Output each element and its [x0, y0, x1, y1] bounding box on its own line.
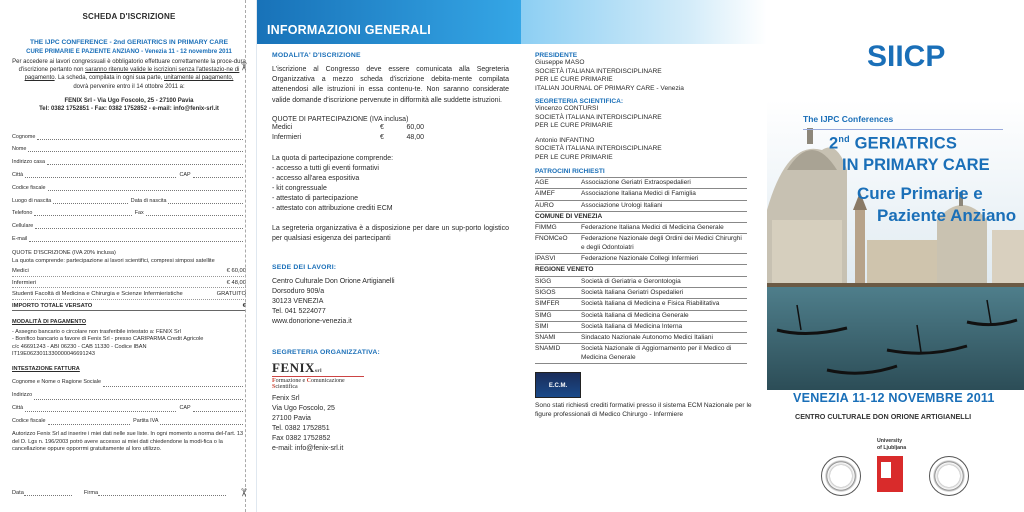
name-cell: Federazione Nazionale degli Ordini dei Medici Chirurghi e degli Odontoiatri: [581, 234, 747, 254]
name-cell: Società Italiana di Medicina e Fisica Riabilitativa: [581, 299, 747, 310]
cover-panel: [767, 0, 1024, 512]
quota-row-medici[interactable]: [12, 265, 246, 277]
table-row: [535, 200, 747, 211]
table-row: [535, 189, 747, 200]
contact-line: Tel. 0382 1752851: [272, 425, 330, 433]
field-line[interactable]: [160, 419, 243, 425]
instr-part-1: Per accedere ai lavori congressuali è obbligatorio effettuare correttamente la proce-dura d'iscrizione pertanto non: [12, 59, 246, 74]
patronage-table: [535, 177, 747, 364]
field-line[interactable]: [53, 198, 128, 204]
name-cell: Associazione Urologi Italiani: [581, 200, 747, 211]
total-row[interactable]: [12, 300, 246, 312]
field-nome[interactable]: [12, 140, 246, 153]
acronym-cell: SIGOS: [535, 287, 581, 298]
form-title: SCHEDA D'ISCRIZIONE: [82, 12, 176, 21]
field-citta-cap[interactable]: [12, 165, 246, 178]
acronym-cell: FIMMG: [535, 223, 581, 234]
venue-city: 30123 VENEZIA: [272, 298, 324, 306]
cut-line: [242, 0, 246, 512]
fee-label: Medici: [272, 123, 293, 131]
acronym-cell: SIGG: [535, 276, 581, 287]
quota-heading: QUOTE D'ISCRIZIONE (IVA 20% inclusa): [12, 249, 116, 256]
name-cell: Federazione Italiana Medici di Medicina Generale: [581, 223, 747, 234]
field-cellulare[interactable]: [12, 216, 246, 229]
instr-part-2: . La scheda, compilata in ogni sua parte,: [54, 75, 165, 82]
general-info-panel: [256, 0, 521, 512]
list-item: - attestato con attribuzione crediti ECM: [272, 204, 393, 212]
fee-value: 60,00: [406, 123, 424, 131]
scissors-icon: ✂: [237, 61, 250, 72]
quota-value: € 60,00: [226, 268, 246, 275]
group-cell: COMUNE DI VENEZIA: [535, 211, 747, 222]
inv-field-nome[interactable]: [12, 374, 246, 387]
registration-mode-text: L'iscrizione al Congresso deve essere comunicata alla Segreteria Organizzativa a mezzo scheda d'iscrizione debita-mente compilata attenendosi alle istruzioni in essa contenu-te. Non saranno considerate valide domande d'iscrizione pervenute in difformità alle suddette istruzioni.: [272, 66, 509, 104]
field-label: Data di nascita: [130, 197, 167, 204]
total-currency: €: [242, 302, 246, 309]
text-line: ITALIAN JOURNAL OF PRIMARY CARE - Venezia: [535, 84, 684, 92]
date-label: Data: [12, 489, 24, 496]
date-line[interactable]: [24, 490, 72, 496]
acronym-cell: SIMG: [535, 310, 581, 321]
name-cell: Associazione Italiana Medici di Famiglia: [581, 189, 747, 200]
list-item: - accesso all'area espositiva: [272, 174, 360, 182]
payment-line: c/c 46691243 - ABI 06230 - CAB 11330 - Codice IBAN: [12, 343, 147, 350]
fenix-logo-srl: srl: [314, 369, 323, 375]
field-codice-fiscale[interactable]: [12, 178, 246, 191]
personal-data-form: [12, 127, 246, 242]
conference-subtitle: CURE PRIMARIE E PAZIENTE ANZIANO - Venezia 11 - 12 novembre 2011: [26, 49, 232, 55]
name-cell: Sindacato Nazionale Autonomo Medici Italiani: [581, 333, 747, 344]
field-line[interactable]: [103, 381, 243, 387]
field-line[interactable]: [168, 198, 243, 204]
field-label: CAP: [179, 172, 191, 178]
fee-row: [272, 123, 509, 134]
field-label: Città: [12, 172, 24, 178]
invoice-section: [12, 366, 246, 425]
edition-suffix: nd: [838, 134, 850, 144]
signature-row: [12, 490, 246, 496]
instr-underlined-2: unitamente al pagamento,: [164, 75, 234, 82]
tag-initial: S: [272, 384, 276, 391]
table-row: [535, 178, 747, 189]
field-line[interactable]: [35, 223, 243, 229]
instr-part-3: dovrà pervenire entro il 14 ottobre 2011 a:: [73, 83, 185, 90]
fenix-contacts: [272, 394, 509, 454]
text-line: Giuseppe MASO: [535, 59, 585, 66]
organizer-address: FENIX Srl - Via Ugo Foscolo, 25 - 27100 Pavia: [64, 97, 194, 104]
field-label: Indirizzo: [12, 391, 33, 398]
payment-heading: MODALITÀ DI PAGAMENTO: [12, 319, 87, 326]
fee-row: [272, 133, 509, 144]
tag-initial: C: [306, 378, 311, 385]
participation-fees-title: QUOTE DI PARTECIPAZIONE (IVA inclusa): [272, 115, 409, 123]
payment-section: [12, 319, 246, 358]
fee-includes-list: [272, 154, 509, 214]
fenix-logo: [272, 360, 509, 376]
venue-details: [272, 277, 509, 327]
venue-heading: SEDE DEI LAVORI:: [272, 264, 337, 272]
registration-mode-heading: MODALITA' D'ISCRIZIONE: [272, 52, 361, 59]
organizer-info: [12, 97, 246, 113]
list-item: La quota di partecipazione comprende:: [272, 154, 394, 162]
series-divider: [803, 129, 1003, 130]
tag-text: omunicazione: [311, 378, 345, 385]
field-label: Codice fiscale: [12, 417, 46, 424]
text-line: PER LE CURE PRIMARIE: [535, 122, 613, 129]
text-line: Vincenzo CONTURSI: [535, 105, 599, 112]
field-line[interactable]: [37, 134, 243, 140]
acronym-cell: IPASVI: [535, 254, 581, 265]
field-label: CAP: [179, 404, 191, 411]
university-logo-icon: [877, 456, 903, 492]
signature-label: Firma: [83, 489, 99, 496]
acronym-cell: AURO: [535, 200, 581, 211]
date-field[interactable]: [12, 490, 84, 496]
field-nascita[interactable]: [12, 191, 246, 204]
event-venue: CENTRO CULTURALE DON ORIONE ARTIGIANELLI: [795, 412, 972, 421]
conference-series: The IJPC Conferences: [803, 114, 894, 124]
instr-underlined-1: saranno ritenute valide le iscrizioni senza l'attestazio-ne di pagamento: [24, 67, 240, 82]
text-line: Antonio INFANTINO: [535, 136, 595, 144]
venue-name: Centro Culturale Don Orione Artigianelli: [272, 278, 395, 286]
list-item: - kit congressuale: [272, 184, 327, 192]
quota-row-studenti[interactable]: [12, 288, 246, 300]
quota-section: [12, 250, 246, 311]
field-line[interactable]: [29, 236, 243, 242]
contact-email[interactable]: e-mail: info@fenix-srl.it: [272, 445, 344, 453]
acronym-cell: SNAMI: [535, 333, 581, 344]
field-label: Telefono: [12, 210, 33, 217]
info-title: INFORMAZIONI GENERALI: [267, 23, 431, 37]
fee-currency: €: [380, 123, 384, 131]
inv-field-cf-piva[interactable]: [12, 412, 246, 425]
contact-line: Fax 0382 1752852: [272, 435, 331, 443]
field-line[interactable]: [193, 406, 243, 412]
president-heading: PRESIDENTE: [535, 52, 578, 59]
field-label: Cognome e Nome o Ragione Sociale: [12, 379, 101, 386]
edition-number: 2: [829, 134, 839, 153]
invoice-heading: INTESTAZIONE FATTURA: [12, 366, 80, 373]
field-line[interactable]: [48, 419, 131, 425]
fenix-tagline: [272, 376, 364, 390]
group-cell: REGIONE VENETO: [535, 265, 747, 276]
field-label: E-mail: [12, 235, 28, 242]
table-row: [535, 299, 747, 310]
field-label: Cellulare: [12, 223, 34, 230]
fenix-logo-text: FENIX: [272, 360, 315, 376]
payment-list: [12, 329, 246, 359]
inv-field-indirizzo[interactable]: [12, 387, 246, 400]
scissors-icon: ✂: [237, 487, 250, 498]
acronym-cell: SNAMID: [535, 344, 581, 364]
name-cell: Associazione Geriatri Extraospedalieri: [581, 178, 747, 189]
field-line[interactable]: [25, 172, 176, 178]
field-cognome[interactable]: [12, 127, 246, 140]
organizing-secretariat-heading: SEGRETERIA ORGANIZZATIVA:: [272, 349, 380, 357]
acronym-cell: AGE: [535, 178, 581, 189]
quota-value: € 48,00: [226, 279, 246, 286]
registration-form-panel: [0, 0, 256, 512]
table-row: [535, 276, 747, 287]
venue-street: Dorsoduro 909/a: [272, 288, 325, 296]
table-row: [535, 344, 747, 364]
university-name: [877, 438, 906, 452]
venue-website[interactable]: www.donorione-venezia.it: [272, 318, 352, 326]
university-line: University: [877, 438, 903, 444]
crest-seal-icon: [929, 456, 969, 496]
quota-description: La quota comprende: partecipazione ai lavori scientifici, compresi simposi satellite: [12, 257, 215, 264]
scientific-secretariat-heading: SEGRETERIA SCIENTIFICA:: [535, 98, 624, 105]
field-line[interactable]: [48, 185, 243, 191]
payment-line: - Bonifico bancario a favore di Fenix Srl - presso CARIPARMA Credit Agricole: [12, 336, 204, 343]
table-row: [535, 254, 747, 265]
ecm-credits-text: Sono stati richiesti crediti formativi presso il sistema ECM Nazionale per le figure professionali di Medico Chirurgo - Infermiere: [535, 402, 752, 418]
field-line[interactable]: [146, 210, 243, 216]
form-instructions: [12, 58, 246, 91]
quota-row-infermieri[interactable]: [12, 277, 246, 289]
payment-iban: IT19E0623011330000046691243: [12, 350, 95, 357]
table-row: [535, 287, 747, 298]
event-date: VENEZIA 11-12 NOVEMBRE 2011: [793, 391, 995, 405]
contact-line: Via Ugo Foscolo, 25: [272, 405, 335, 413]
table-group-row: [535, 211, 747, 222]
name-cell: Società Nazionale di Aggiornamento per il Medico di Medicina Generale: [581, 344, 747, 364]
field-line[interactable]: [34, 210, 131, 216]
field-tel-fax[interactable]: [12, 204, 246, 217]
field-label: Fax: [134, 210, 144, 217]
name-cell: Federazione Nazionale Collegi Infermieri: [581, 254, 747, 265]
committee-panel: [521, 0, 767, 512]
quota-label: Studenti Facoltà di Medicina e Chirurgia e Scienze Infermieristiche: [12, 291, 183, 298]
university-line: of Ljubljana: [877, 445, 907, 451]
acronym-cell: SIMI: [535, 321, 581, 332]
venue-phone: Tel. 041 5224077: [272, 308, 326, 316]
ecm-logo: E.C.M.: [535, 372, 581, 398]
field-label: Cognome: [12, 133, 36, 140]
logo-text: SIICP: [867, 40, 946, 73]
list-item: - accesso a tutti gli eventi formativi: [272, 164, 379, 172]
text-line: PER LE CURE PRIMARIE: [535, 76, 613, 83]
field-label: Luogo di nascita: [12, 197, 52, 204]
payment-line: - Assegno bancario o circolare non trasferibile intestato a: FENIX Srl: [12, 328, 181, 335]
contact-line: Fenix Srl: [272, 395, 300, 403]
list-item: - attestato di partecipazione: [272, 194, 358, 202]
text-line: PER LE CURE PRIMARIE: [535, 153, 613, 161]
table-row: [535, 223, 747, 234]
organizer-support-text: La segreteria organizzativa è a disposizione per dare un sup-porto logistico per qualsiasi esigenza dei partecipanti: [272, 224, 509, 243]
quota-value: GRATUITO: [216, 291, 246, 298]
text-line: SOCIETÀ ITALIANA INTERDISCIPLINARE: [535, 67, 662, 75]
title-text: GERIATRICS: [849, 134, 958, 153]
cover-subtitle-line-1: Cure Primarie e: [857, 184, 983, 203]
cover-subtitle-line-2: Paziente Anziano: [877, 206, 1017, 225]
quota-label: Infermieri: [12, 279, 37, 286]
president-info: [535, 59, 761, 93]
info-band: [257, 0, 521, 44]
total-label: IMPORTO TOTALE VERSATO: [12, 302, 93, 309]
scientific-secretary-2: [535, 137, 761, 163]
conference-name: THE IJPC CONFERENCE - 2nd GERIATRICS IN PRIMARY CARE: [29, 39, 229, 46]
fee-label: Infermieri: [272, 134, 302, 142]
tag-text: ormazione e: [275, 378, 307, 385]
tag-initial: F: [272, 378, 276, 385]
acronym-cell: FNOMCeO: [535, 234, 581, 254]
contact-line: 27100 Pavia: [272, 415, 311, 423]
fee-value: 48,00: [406, 134, 424, 142]
field-label: Nome: [12, 146, 27, 153]
table-row: [535, 310, 747, 321]
field-label: Codice fiscale: [12, 184, 46, 191]
university-seal-icon: [821, 456, 861, 496]
field-label: Partita IVA: [133, 417, 159, 424]
text-line: SOCIETÀ ITALIANA INTERDISCIPLINARE: [535, 145, 662, 152]
name-cell: Società Italiana Geriatri Ospedalieri: [581, 287, 747, 298]
privacy-consent: Autorizzo Fenix Srl ad inserire i miei dati nelle sue liste. In ogni momento a norma del-l'art. 13 del D. Lgs n. 196/2003 potrò avere accesso ai miei dati chiedendone la modi-fica o la cancellazione oppure opporrmi gratuitamente al loro utilizzo.: [12, 431, 244, 453]
patronage-heading: PATROCINI RICHIESTI: [535, 168, 605, 175]
name-cell: Società Italiana di Medicina Generale: [581, 310, 747, 321]
acronym-cell: SIMFER: [535, 299, 581, 310]
table-row: [535, 333, 747, 344]
field-label: Città: [12, 404, 24, 411]
name-cell: Società Italiana di Medicina Interna: [581, 321, 747, 332]
field-label: Indirizzo casa: [12, 159, 45, 166]
table-row: [535, 234, 747, 254]
inv-field-citta-cap[interactable]: [12, 400, 246, 413]
table-row: [535, 321, 747, 332]
tag-text: cientifica: [275, 384, 298, 391]
field-line[interactable]: [25, 406, 176, 412]
field-indirizzo[interactable]: [12, 152, 246, 165]
signature-field[interactable]: [84, 490, 238, 496]
fee-currency: €: [380, 134, 384, 142]
cover-title-line-2: IN PRIMARY CARE: [842, 156, 990, 174]
field-line[interactable]: [193, 172, 243, 178]
name-cell: Società di Geriatria e Gerontologia: [581, 276, 747, 287]
quota-label: Medici: [12, 268, 29, 275]
field-line[interactable]: [47, 159, 243, 165]
siicp-logo: [867, 36, 946, 76]
acronym-cell: AIMEF: [535, 189, 581, 200]
organizer-contacts: Tel: 0382 1752851 - Fax: 0382 1752852 - e-mail: info@fenix-srl.it: [39, 105, 219, 112]
table-group-row: [535, 265, 747, 276]
signature-line[interactable]: [98, 490, 226, 496]
cover-title-line-1: [829, 134, 957, 154]
scientific-secretary-1: [535, 105, 761, 131]
text-line: SOCIETÀ ITALIANA INTERDISCIPLINARE: [535, 113, 662, 121]
field-email[interactable]: [12, 229, 246, 242]
field-line[interactable]: [28, 146, 243, 152]
field-line[interactable]: [34, 394, 243, 400]
